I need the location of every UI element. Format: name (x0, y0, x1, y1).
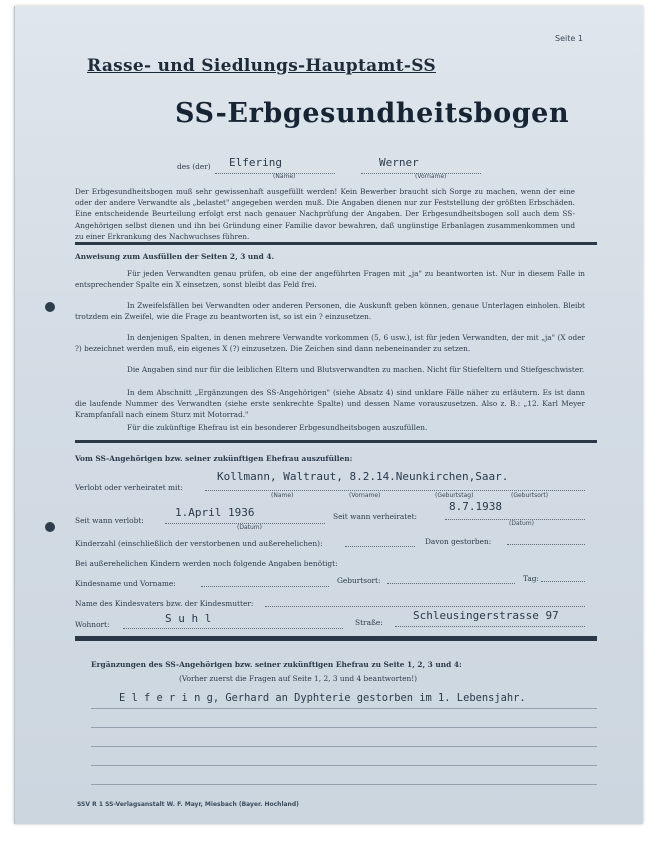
illegitimate-label: Bei außerehelichen Kindern werden noch folgende Angaben benötigt: (75, 559, 338, 568)
ruled-line (91, 708, 597, 709)
ruled-line (91, 765, 597, 766)
engaged-line (205, 490, 585, 491)
deceased-label: Davon gestorben: (425, 537, 492, 546)
engaged-label: Verlobt oder verheiratet mit: (75, 483, 183, 492)
day-label: Tag: (523, 574, 539, 583)
caption-vorname: (Vorname) (349, 492, 381, 499)
since-engaged-label: Seit wann verlobt: (75, 516, 144, 525)
instruction-paragraph: Die Angaben sind nur für die leiblichen Eltern und Blutsverwandten zu machen. Nicht für Stiefeltern und Stiefgeschwister. (127, 365, 585, 374)
intro-paragraph: Der Erbgesundheitsbogen muß sehr gewissenhaft ausgefüllt werden! Kein Bewerber braucht sich Sorge zu machen, wenn der eine oder der andere Verwandte als „belastet" angegeben werden muß. Die Angaben dienen nur zur Feststellung der größten Erbschäden. Eine entscheidende Beurteilung erfolgt erst nach genauer Nachprüfung der Angaben. Der Erbgesundheitsbogen soll auch dem SS-Angehörigen selbst dienen und ihn bei Gründung einer Familie davor bewahren, daß ungünstige Erbanlagen zusammenkommen und zu einer Erkrankung des Nachwuchses führen. (75, 187, 575, 241)
birthplace-label: Geburtsort: (337, 576, 381, 585)
street-label: Straße: (355, 618, 383, 627)
form-title: SS-Erbgesundheitsbogen (175, 98, 570, 129)
street-line (395, 626, 585, 627)
children-line (345, 546, 415, 547)
residence-value: S u h l (165, 612, 212, 625)
engaged-value: Kollmann, Waltraut, 8.2.14.Neunkirchen,Saar. (217, 470, 509, 483)
caption-name: (Name) (271, 492, 294, 499)
instruction-paragraph: Für jeden Verwandten genau prüfen, ob eine der angeführten Fragen mit „ja" zu beantworten ist. Nur in diesem Falle in entsprechender Spalte ein X einsetzen, sonst bleibt das Feld frei. (75, 269, 585, 290)
since-engaged-value: 1.April 1936 (175, 506, 255, 519)
instruction-paragraph: In dem Abschnitt „Ergänzungen des SS-Angehörigen" (siehe Absatz 4) sind unklare Fälle näher zu erläutern. Es ist dann die laufende Nummer des Verwandten (siehe erste senkrechte Spalte) und dessen Name vorauszusetzen. Also z. B.: „12. Karl Meyer Krampfanfall nach einem Sturz mit Motorrad." (75, 388, 585, 420)
since-married-value: 8.7.1938 (449, 500, 502, 513)
residence-label: Wohnort: (75, 620, 110, 629)
children-label: Kinderzahl (einschließlich der verstorbenen und außerehelichen): (75, 539, 323, 548)
residence-line (123, 628, 343, 629)
form-sheet (14, 6, 643, 824)
day-line (541, 581, 585, 582)
instruction-paragraph: In Zweifelsfällen bei Verwandten oder anderen Personen, die Auskunft geben können, genaue Unterlagen einholen. Bleibt trotzdem ein Zweifel, wie die Frage zu beantworten ist, so ist ein ? einzusetzen. (75, 301, 585, 322)
ruled-line (91, 746, 597, 747)
punch-hole (45, 302, 55, 312)
supplement-heading: Ergänzungen des SS-Angehörigen bzw. seiner zukünftigen Ehefrau zu Seite 1, 2, 3 und 4: (91, 660, 462, 669)
department-heading: Rasse- und Siedlungs-Hauptamt-SS (87, 56, 436, 76)
divider (75, 242, 597, 245)
deceased-line (507, 544, 585, 545)
instructions-heading: Anweisung zum Ausfüllen der Seiten 2, 3 und 4. (75, 252, 275, 261)
surname-value: Elfering (229, 156, 282, 169)
printer-footer: SSV R 1 SS-Verlagsanstalt W. F. Mayr, Miesbach (Bayer. Hochland) (77, 801, 299, 808)
caption-geburtstag: (Geburtstag) (435, 492, 474, 499)
father-label: Name des Kindesvaters bzw. der Kindesmutter: (75, 599, 254, 608)
page-label: Seite 1 (555, 34, 583, 43)
divider (75, 440, 597, 443)
wife-section-heading: Vom SS-Angehörigen bzw. seiner zukünftigen Ehefrau auszufüllen: (75, 454, 353, 463)
birthplace-line (387, 583, 515, 584)
punch-hole (45, 522, 55, 532)
instruction-paragraph: In denjenigen Spalten, in denen mehrere Verwandte vorkommen (5, 6 usw.), ist für jeden Verwandten, der mit „ja" (X oder ?) bezeichnet werden muß, ein eigenes X (?) einzusetzen. Die Zeichen sind dann nebeneinander zu setzen. (75, 333, 585, 354)
forename-caption: (Vorname) (415, 173, 447, 180)
instruction-paragraph: Für die zukünftige Ehefrau ist ein besonderer Erbgesundheitsbogen auszufüllen. (127, 423, 428, 432)
child-name-label: Kindesname und Vorname: (75, 579, 176, 588)
father-line (265, 606, 585, 607)
divider (75, 636, 597, 641)
child-name-line (201, 586, 329, 587)
caption-datum: (Datum) (237, 524, 262, 531)
supplement-entry: E l f e r i n g, Gerhard an Dyphterie gestorben im 1. Lebensjahr. (119, 692, 526, 704)
street-value: Schleusingerstrasse 97 (413, 609, 559, 622)
surname-caption: (Name) (273, 173, 296, 180)
caption-datum: (Datum) (509, 520, 534, 527)
ruled-line (91, 727, 597, 728)
ruled-line (91, 784, 597, 785)
caption-geburtsort: (Geburtsort) (511, 492, 549, 499)
supplement-subheading: (Vorher zuerst die Fragen auf Seite 1, 2, 3 und 4 beantworten!) (179, 674, 418, 683)
name-prefix: des (der) (177, 162, 211, 171)
since-married-label: Seit wann verheiratet: (333, 512, 418, 521)
forename-value: Werner (379, 156, 419, 169)
